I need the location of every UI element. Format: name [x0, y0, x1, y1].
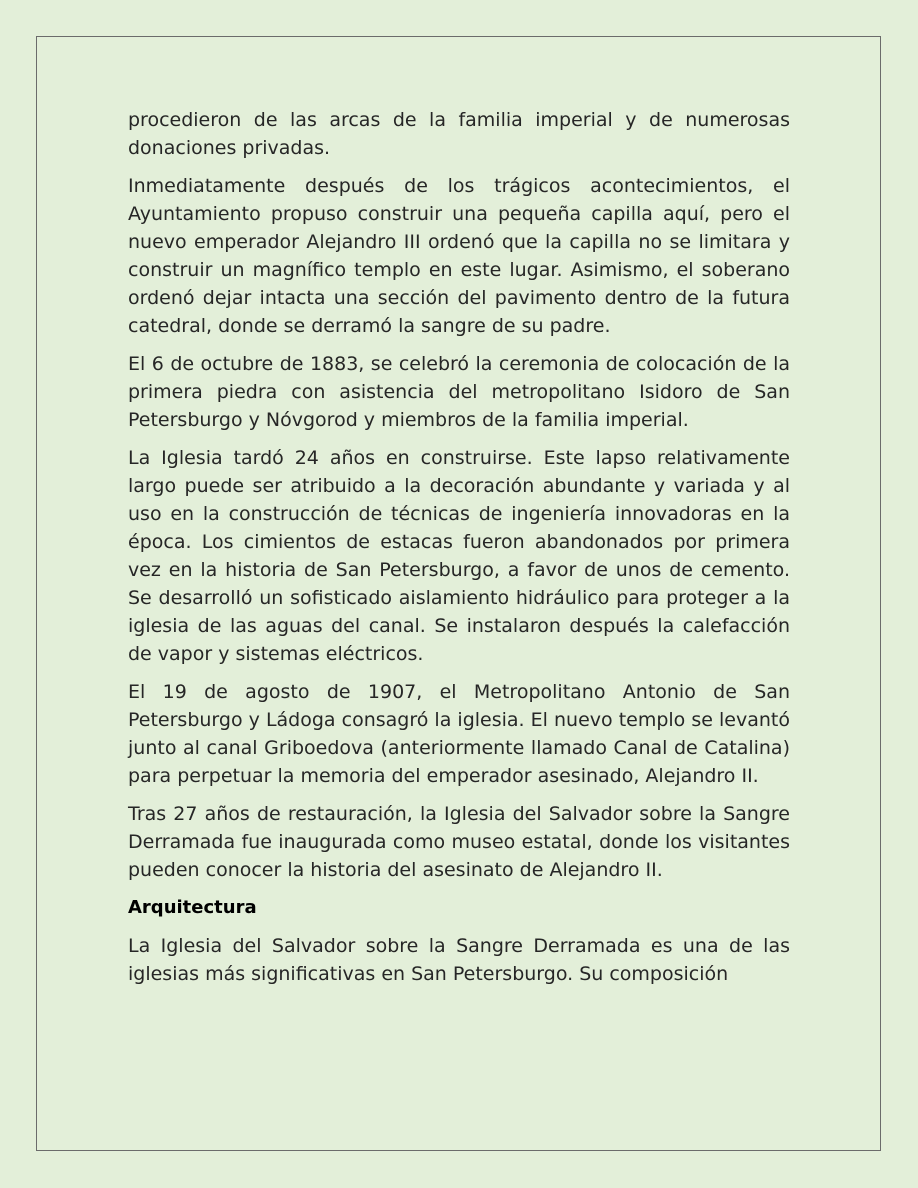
- paragraph: Tras 27 años de restauración, la Iglesia del Salvador sobre la Sangre Derramada fue inaugurada como museo estatal, donde los visitantes pueden conocer la historia del asesinato de Alejandro II.: [128, 803, 790, 881]
- section-heading: Arquitectura: [128, 897, 257, 918]
- document-body: [128, 106, 790, 998]
- paragraph: procedieron de las arcas de la familia imperial y de numerosas donaciones privadas.: [128, 109, 790, 159]
- paragraph: El 6 de octubre de 1883, se celebró la ceremonia de colocación de la primera piedra con asistencia del metropolitano Isidoro de San Petersburgo y Nóvgorod y miembros de la familia imperial.: [128, 353, 790, 431]
- paragraph: El 19 de agosto de 1907, el Metropolitano Antonio de San Petersburgo y Ládoga consagró la iglesia. El nuevo templo se levantó junto al canal Griboedova (anteriormente llamado Canal de Catalina) para perpetuar la memoria del emperador asesinado, Alejandro II.: [128, 681, 790, 787]
- paragraph: Inmediatamente después de los trágicos acontecimientos, el Ayuntamiento propuso construir una pequeña capilla aquí, pero el nuevo emperador Alejandro III ordenó que la capilla no se limitara y construir un magnífico templo en este lugar. Asimismo, el soberano ordenó dejar intacta una sección del pavimento dentro de la futura catedral, donde se derramó la sangre de su padre.: [128, 175, 790, 337]
- paragraph: La Iglesia del Salvador sobre la Sangre Derramada es una de las iglesias más significativas en San Petersburgo. Su composición: [128, 935, 790, 985]
- paragraph: La Iglesia tardó 24 años en construirse. Este lapso relativamente largo puede ser atribuido a la decoración abundante y variada y al uso en la construcción de técnicas de ingeniería innovadoras en la época. Los cimientos de estacas fueron abandonados por primera vez en la historia de San Petersburgo, a favor de unos de cemento. Se desarrolló un sofisticado aislamiento hidráulico para proteger a la iglesia de las aguas del canal. Se instalaron después la calefacción de vapor y sistemas eléctricos.: [128, 447, 790, 665]
